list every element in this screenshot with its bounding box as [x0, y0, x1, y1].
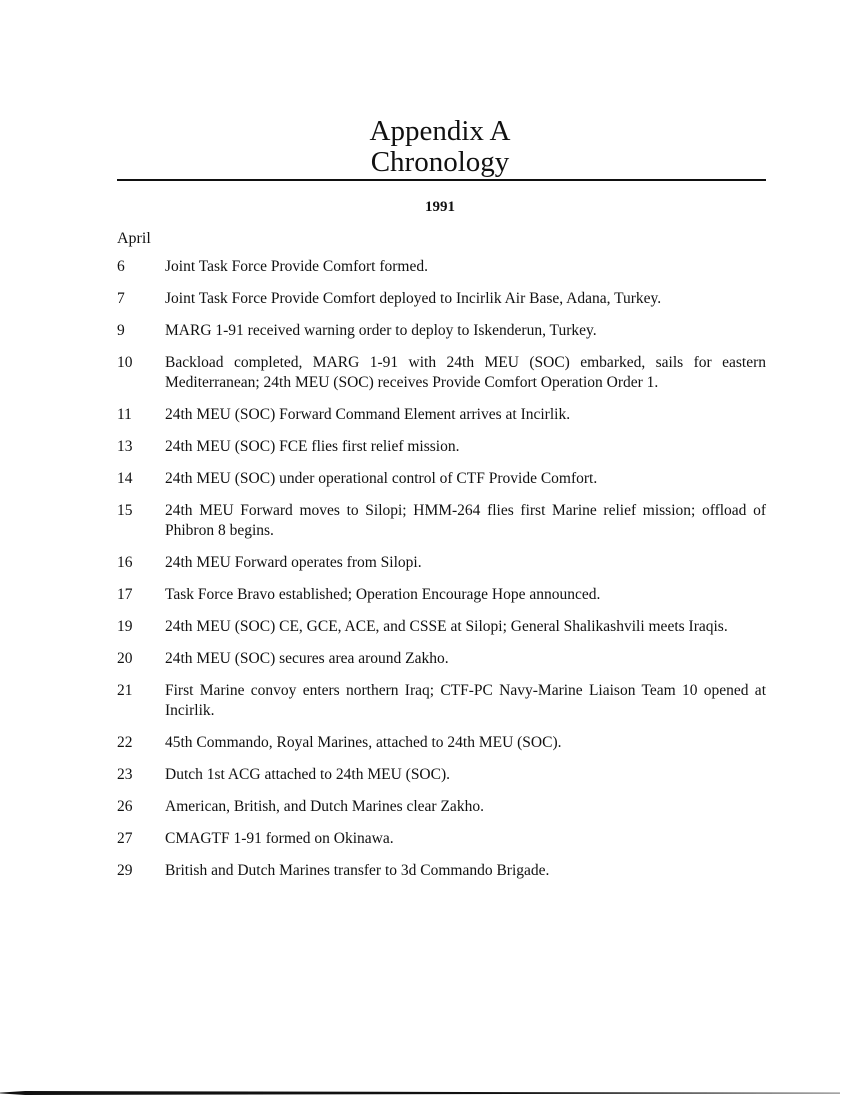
chronology-entry	[117, 681, 766, 721]
entry-text: Dutch 1st ACG attached to 24th MEU (SOC).	[165, 766, 451, 783]
entry-day: 15	[117, 502, 133, 519]
chronology-entry	[117, 553, 766, 573]
entry-text: Task Force Bravo established; Operation Encourage Hope announced.	[165, 586, 601, 603]
chronology-entry	[117, 649, 766, 669]
entry-day: 27	[117, 830, 133, 847]
entry-day: 17	[117, 586, 133, 603]
chronology-entry	[117, 405, 766, 425]
entry-text: Backload completed, MARG 1-91 with 24th MEU (SOC) embarked, sails for eastern Mediterranean; 24th MEU (SOC) receives Provide Comfort Operation Order 1.	[165, 354, 766, 391]
month-heading: April	[117, 230, 151, 247]
entry-day: 29	[117, 862, 133, 879]
entry-text: 24th MEU Forward operates from Silopi.	[165, 554, 422, 571]
entry-day: 9	[117, 322, 125, 339]
chronology-entry	[117, 829, 766, 849]
entry-text: 45th Commando, Royal Marines, attached to 24th MEU (SOC).	[165, 734, 562, 751]
entry-text: 24th MEU (SOC) FCE flies first relief mission.	[165, 438, 460, 455]
chronology-entry	[117, 469, 766, 489]
entry-day: 10	[117, 354, 133, 371]
chronology-entry	[117, 353, 766, 393]
title-line-2: Chronology	[370, 146, 510, 178]
entry-day: 14	[117, 470, 133, 487]
entry-day: 13	[117, 438, 133, 455]
title-rule	[117, 179, 766, 181]
entry-text: British and Dutch Marines transfer to 3d Commando Brigade.	[165, 862, 550, 879]
page-bottom-bar	[0, 1091, 840, 1095]
chronology-list	[117, 257, 766, 893]
entry-text: 24th MEU (SOC) CE, GCE, ACE, and CSSE at Silopi; General Shalikashvili meets Iraqis.	[165, 618, 728, 635]
chronology-entry	[117, 861, 766, 881]
entry-day: 16	[117, 554, 133, 571]
chronology-entry	[117, 289, 766, 309]
title-line-1: Appendix A	[369, 115, 511, 147]
entry-text: MARG 1-91 received warning order to deploy to Iskenderun, Turkey.	[165, 322, 597, 339]
year-heading: 1991	[425, 199, 455, 215]
chronology-entry	[117, 585, 766, 605]
entry-day: 21	[117, 682, 133, 699]
entry-text: First Marine convoy enters northern Iraq; CTF-PC Navy-Marine Liaison Team 10 opened at Incirlik.	[165, 682, 766, 719]
chronology-entry	[117, 617, 766, 637]
chronology-entry	[117, 733, 766, 753]
chronology-entry	[117, 437, 766, 457]
entry-day: 23	[117, 766, 133, 783]
entry-text: 24th MEU Forward moves to Silopi; HMM-264 flies first Marine relief mission; offload of Phibron 8 begins.	[165, 502, 766, 539]
entry-text: Joint Task Force Provide Comfort deployed to Incirlik Air Base, Adana, Turkey.	[165, 290, 662, 307]
entry-text: 24th MEU (SOC) Forward Command Element arrives at Incirlik.	[165, 406, 571, 423]
entry-text: Joint Task Force Provide Comfort formed.	[165, 258, 428, 275]
chronology-entry	[117, 765, 766, 785]
entry-day: 19	[117, 618, 133, 635]
chronology-entry	[117, 257, 766, 277]
chronology-entry	[117, 501, 766, 541]
entry-day: 22	[117, 734, 133, 751]
entry-day: 11	[117, 406, 132, 423]
entry-day: 20	[117, 650, 133, 667]
chronology-entry	[117, 321, 766, 341]
page-title	[0, 116, 856, 178]
chronology-entry	[117, 797, 766, 817]
entry-day: 6	[117, 258, 125, 275]
entry-day: 7	[117, 290, 125, 307]
entry-text: CMAGTF 1-91 formed on Okinawa.	[165, 830, 394, 847]
entry-day: 26	[117, 798, 133, 815]
entry-text: American, British, and Dutch Marines clear Zakho.	[165, 798, 484, 815]
entry-text: 24th MEU (SOC) secures area around Zakho.	[165, 650, 449, 667]
entry-text: 24th MEU (SOC) under operational control of CTF Provide Comfort.	[165, 470, 598, 487]
